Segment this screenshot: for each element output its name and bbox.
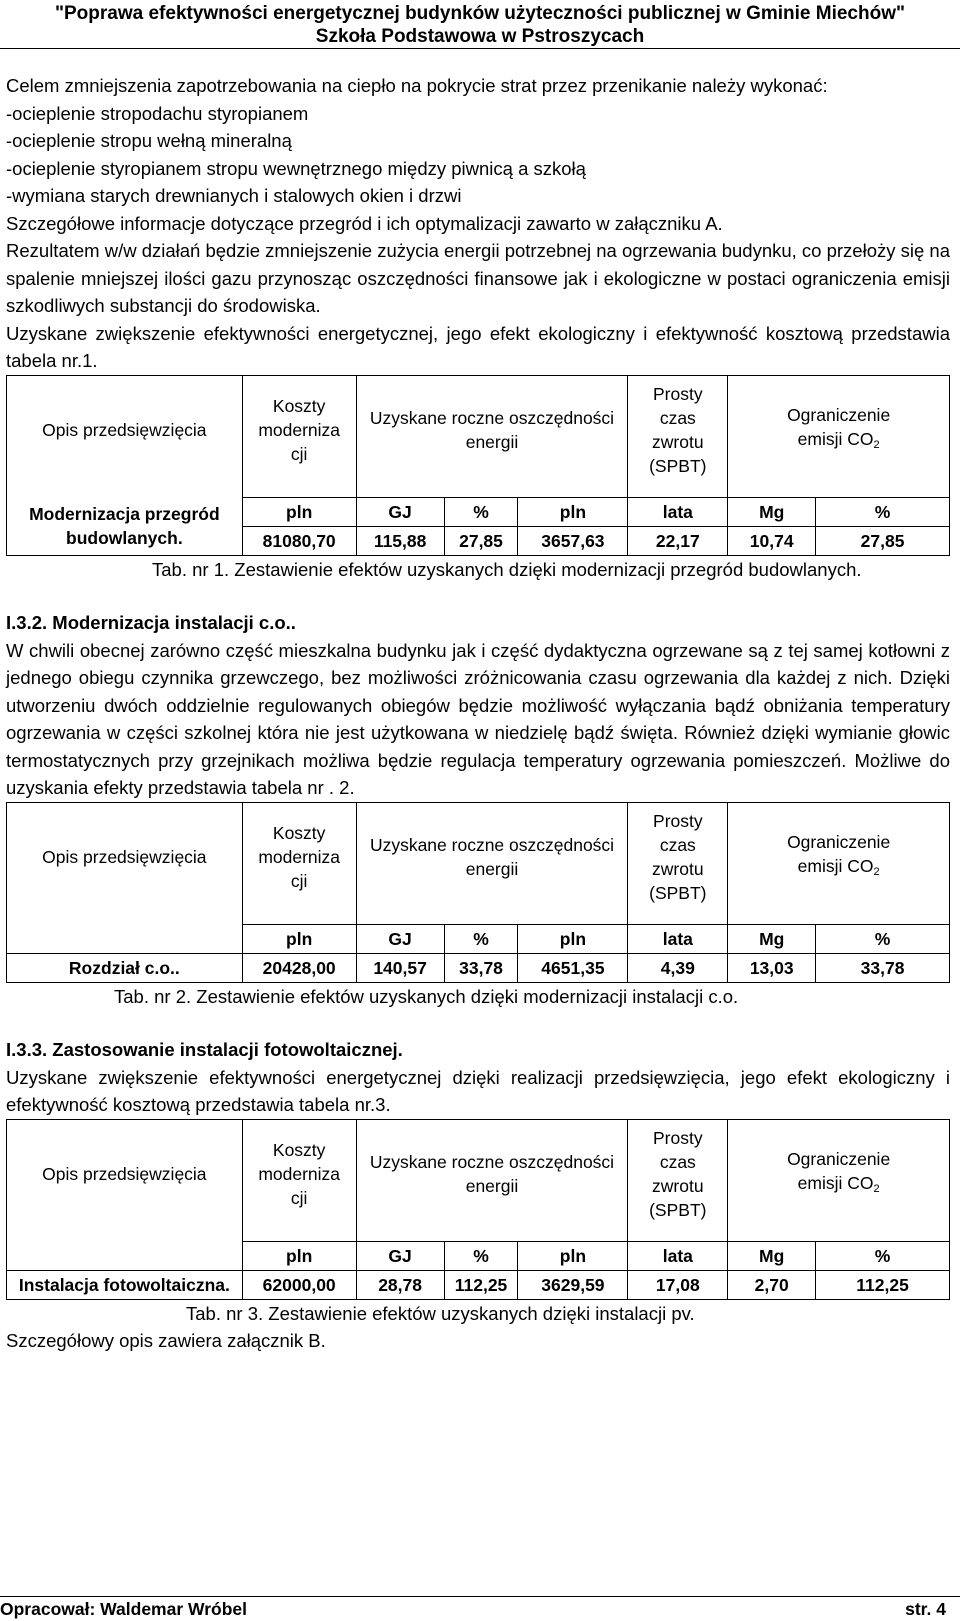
- page-number: str. 4: [905, 1599, 946, 1619]
- table-1: [6, 375, 950, 556]
- list-item: -wymiana starych drewnianych i stalowych okien i drzwi: [6, 185, 462, 206]
- table2-caption: Tab. nr 2. Zestawienie efektów uzyskanych dzięki modernizacji instalacji c.o.: [114, 985, 739, 1007]
- table-2: Opis przedsięwzięcia Koszty moderniza cji Uzyskane roczne oszczędności energii Prosty czas zwrotu (SPBT) Ograniczenie emisji $CO_2$ pln GJ % pln lata Mg % Rozdział c.o.. 20428,00 140,57 33,78 4651,35 4,39 13,03 33,78: [6, 802, 950, 983]
- footer-rule: [0, 1596, 960, 1597]
- document-body: [6, 72, 950, 1355]
- table3-caption: Tab. nr 3. Zestawienie efektów uzyskanych dzięki instalacji pv.: [186, 1302, 695, 1324]
- table-row: Instalacja fotowoltaiczna. 62000,00 28,78 112,25 3629,59 17,08 2,70 112,25: [7, 1270, 950, 1299]
- header-oszczednosci: Uzyskane roczne oszczędności energii: [356, 375, 628, 485]
- document-header: [0, 0, 960, 48]
- footer-author: Opracował: Waldemar Wróbel: [0, 1599, 247, 1619]
- table-row: Rozdział c.o.. 20428,00 140,57 33,78 4651,35 4,39 13,03 33,78: [7, 953, 950, 982]
- section2-paragraph: W chwili obecnej zarówno część mieszkalna budynku jak i część dydaktyczna ogrzewane są z tej samej kotłowni z jednego obiegu czynnika grzewczego, bez możliwości zróżnicowania czasu ogrzewania dla każdej z nich. Dzięki utworzeniu dwóch oddzielnie regulowanych obiegów będzie możliwość wyłączania bądź obniżania temperatury ogrzewania w części szkolnej która nie jest użytkowana w niedzielę bądź święta. Również dzięki wymianie głowic termostatycznych przy grzejnikach możliwa będzie regulacja temperatury ogrzewania pomieszczeń. Możliwe do uzyskania efekty przedstawia tabela nr . 2.: [6, 639, 950, 798]
- header-opis: Opis przedsięwzięcia: [7, 375, 243, 485]
- section-heading: I.3.3. Zastosowanie instalacji fotowoltaicznej.: [6, 1039, 403, 1060]
- header-subtitle: Szkoła Podstawowa w Pstroszycach: [315, 26, 645, 47]
- table-row: 81080,70 115,88 27,85 3657,63 22,17 10,74 27,85: [7, 526, 950, 555]
- units-row: pln GJ % pln lata Mg %: [7, 1241, 950, 1270]
- section3-paragraph: Uzyskane zwiększenie efektywności energetycznej dzięki realizacji przedsięwzięcia, jego efekt ekologiczny i efektywność kosztową przedstawia tabela nr.3.: [6, 1066, 950, 1115]
- header-koszty: Koszty moderniza cji: [242, 375, 356, 485]
- header-rule: [0, 48, 960, 49]
- list-item: -ocieplenie styropianem stropu wewnętrznego między piwnicą a szkołą: [6, 157, 586, 179]
- list-item: -ocieplenie stropu wełną mineralną: [6, 130, 292, 151]
- header-spbt: Prosty czas zwrotu (SPBT): [628, 375, 728, 485]
- list-item: -ocieplenie stropodachu styropianem: [6, 102, 309, 124]
- details-paragraph: Szczegółowe informacje dotyczące przegród i ich optymalizacji zawarto w załączniku A.: [6, 212, 723, 234]
- header-ograniczenie: Ograniczenie emisji $CO_2$: [728, 375, 950, 485]
- units-row: Modernizacja przegród budowlanych. pln GJ % pln lata Mg %: [7, 497, 950, 526]
- section-heading: I.3.2. Modernizacja instalacji c.o..: [6, 612, 296, 633]
- header-title: "Poprawa efektywności energetycznej budynków użyteczności publicznej w Gminie Miechów": [55, 3, 905, 24]
- units-row: pln GJ % pln lata Mg %: [7, 924, 950, 953]
- table1-intro-paragraph: Uzyskane zwiększenie efektywności energetycznej, jego efekt ekologiczny i efektywność kosztową przedstawia tabela nr.1.: [6, 322, 950, 371]
- result-paragraph: Rezultatem w/w działań będzie zmniejszenie zużycia energii potrzebnej na ogrzewania budynku, co przełoży się na spalenie mniejszej ilości gazu przynosząc oszczędności finansowe jak i ekologiczne w postaci ograniczenia emisji szkodliwych substancji do środowiska.: [6, 240, 951, 316]
- intro-paragraph: Celem zmniejszenia zapotrzebowania na ciepło na pokrycie strat przez przenikanie należy wykonać:: [6, 75, 828, 96]
- table1-caption: Tab. nr 1. Zestawienie efektów uzyskanych dzięki modernizacji przegród budowlanych.: [152, 558, 862, 580]
- table-3: Opis przedsięwzięcia Koszty moderniza cji Uzyskane roczne oszczędności energii Prosty czas zwrotu (SPBT) Ograniczenie emisji $CO_2$ pln GJ % pln lata Mg % Instalacja fotowoltaiczna. 62000,00 28,78 112,25 3629,59 17,08 2,70 112,25: [6, 1119, 950, 1300]
- closing-paragraph: Szczegółowy opis zawiera załącznik B.: [6, 1330, 326, 1351]
